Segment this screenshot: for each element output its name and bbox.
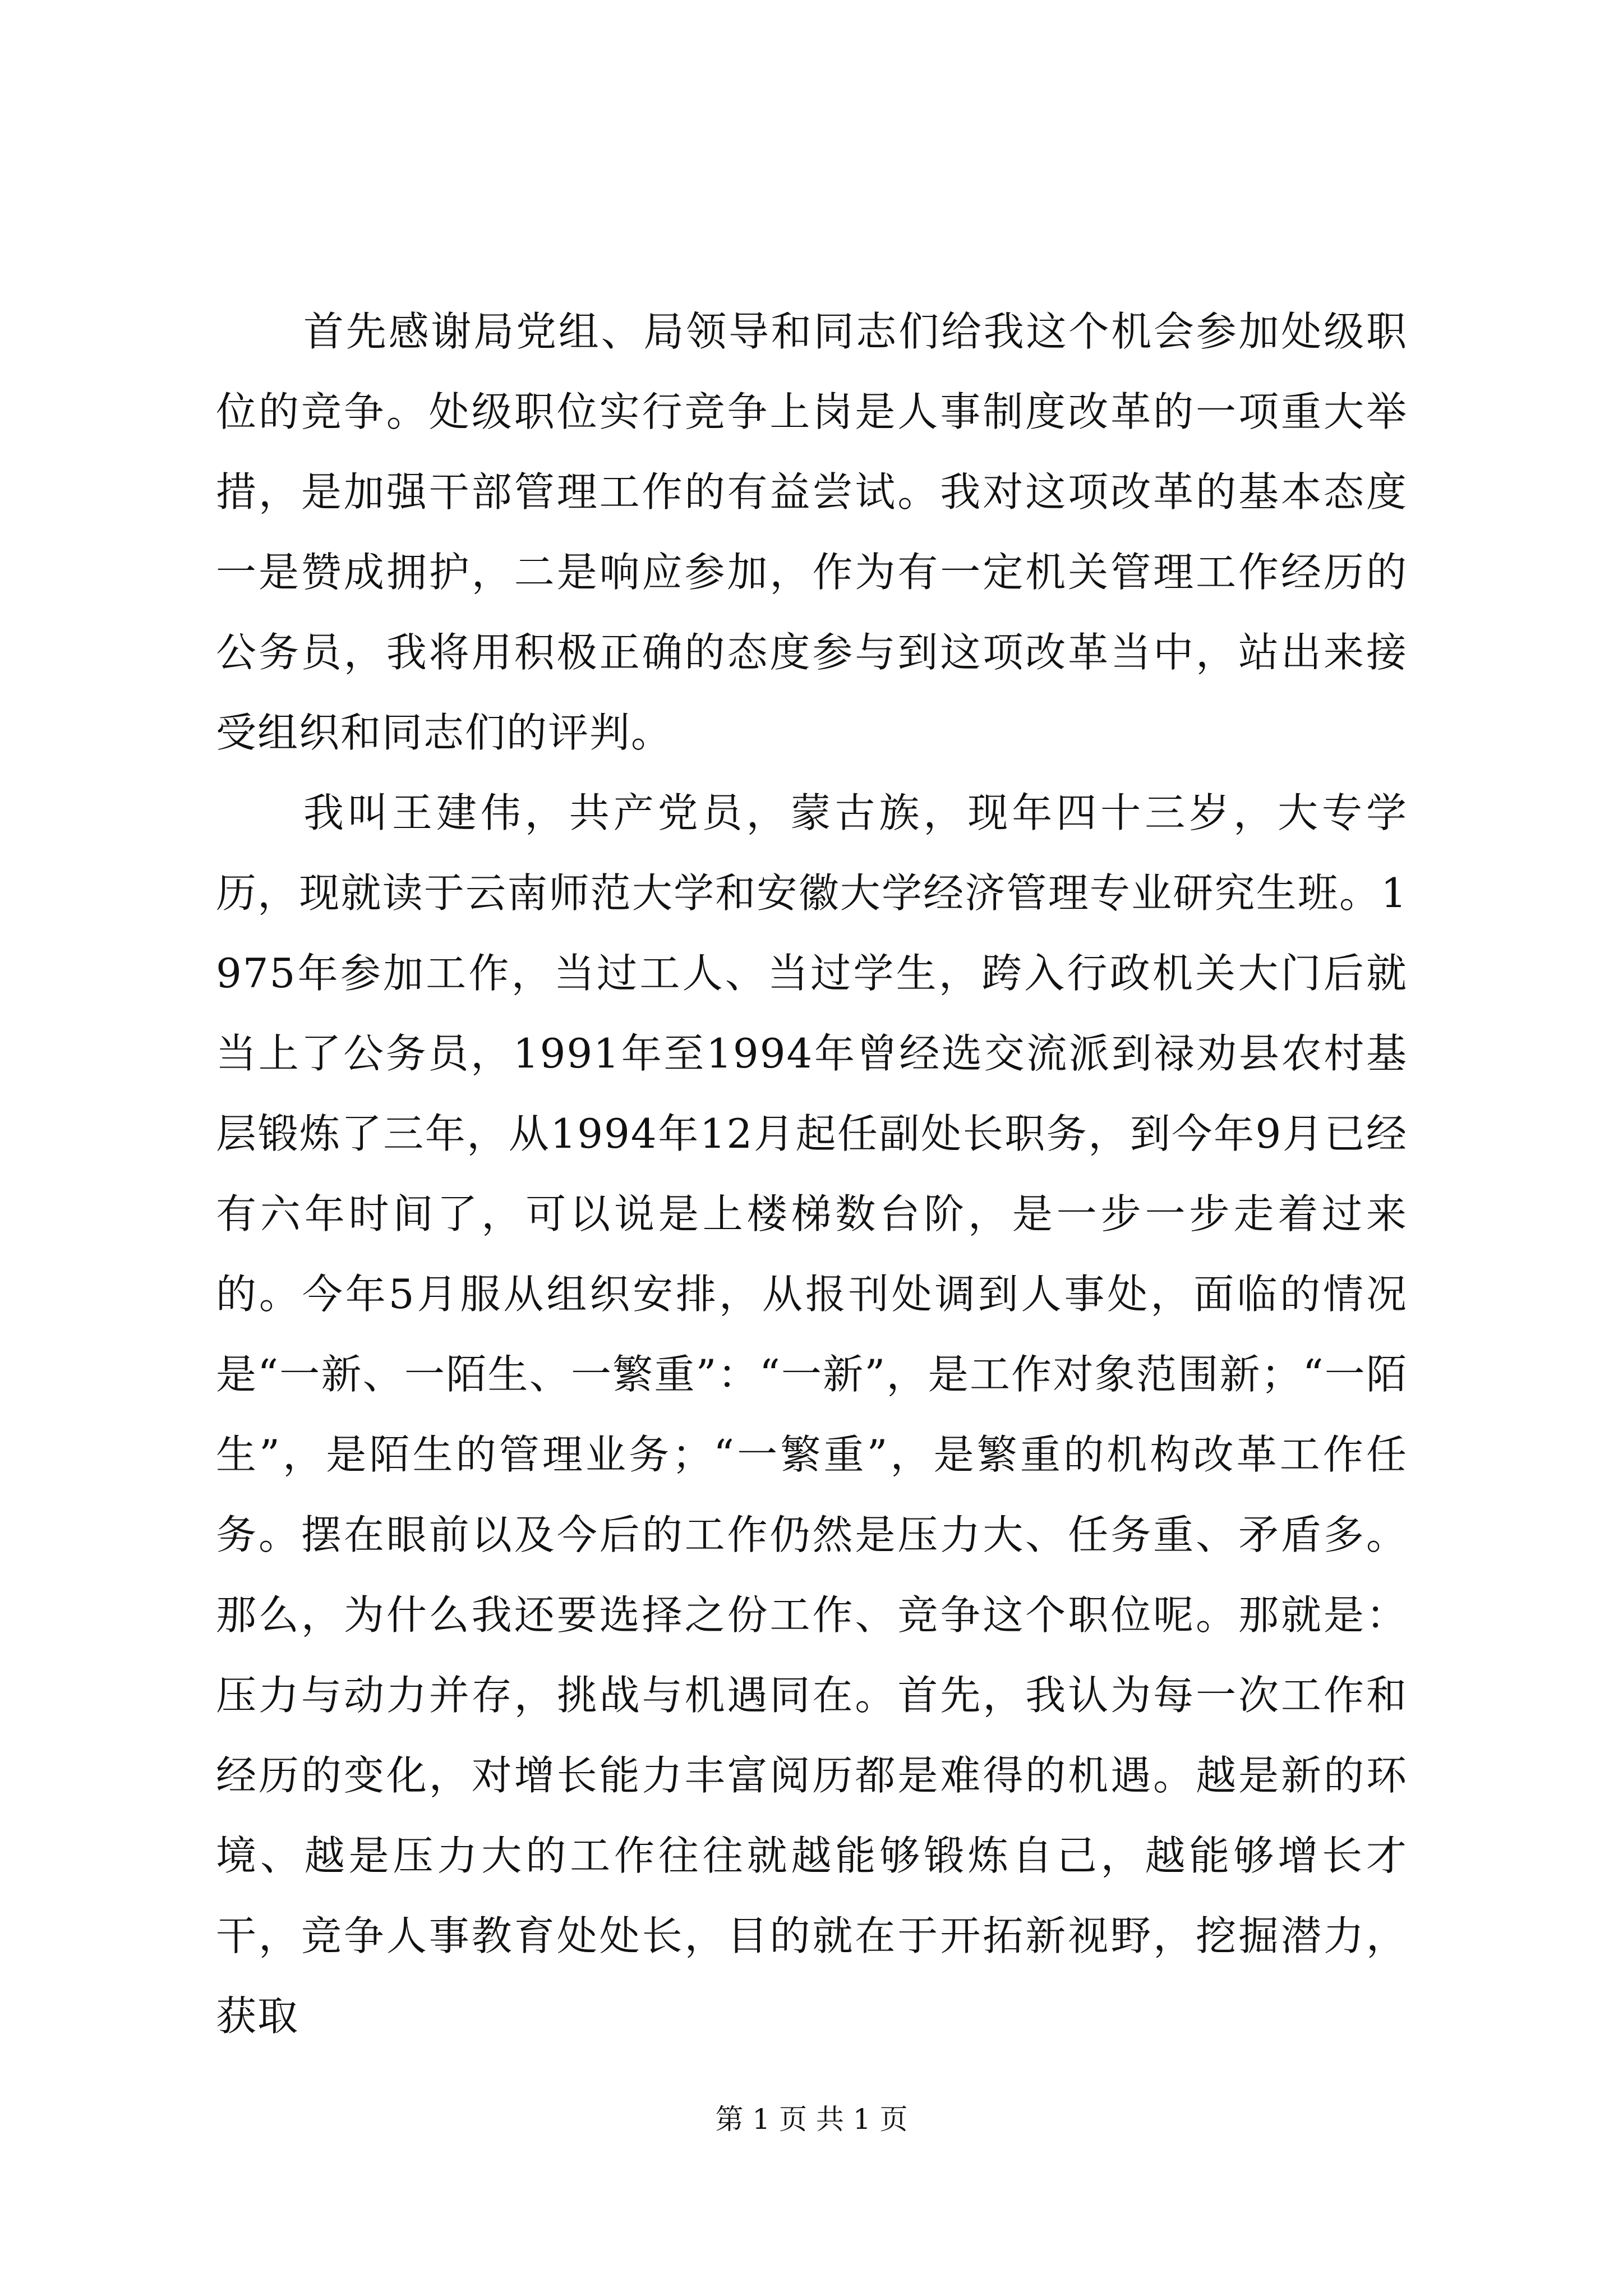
page-footer: 第 1 页 共 1 页	[715, 2103, 908, 2136]
paragraph-2: 我叫王建伟，共产党员，蒙古族，现年四十三岁，大专学历，现就读于云南师范大学和安徽大学经济管理专业研究生班。1975年参加工作，当过工人、当过学生，跨入行政机关大门后就当上了公务员，1991年至1994年曾经选交流派到禄劝县农村基层锻炼了三年，从1994年12月起任副处长职务，到今年9月已经有六年时间了，可以说是上楼梯数台阶，是一步一步走着过来的。今年5月服从组织安排，从报刊处调到人事处，面临的情况是“一新、一陌生、一繁重”：“一新”，是工作对象范围新；“一陌生”，是陌生的管理业务；“一繁重”，是繁重的机构改革工作任务。摆在眼前以及今后的工作仍然是压力大、任务重、矛盾多。那么，为什么我还要选择之份工作、竞争这个职位呢。那就是：压力与动力并存，挑战与机遇同在。首先，我认为每一次工作和经历的变化，对增长能力丰富阅历都是难得的机遇。越是新的环境、越是压力大的工作往往就越能够锻炼自己，越能够增长才干，竞争人事教育处处长，目的就在于开拓新视野，挖掘潜力，获取	[216, 789, 1408, 2040]
document-body	[216, 292, 1408, 2056]
paragraph-1: 首先感谢局党组、局领导和同志们给我这个机会参加处级职位的竞争。处级职位实行竞争上岗是人事制度改革的一项重大举措，是加强干部管理工作的有益尝试。我对这项改革的基本态度一是赞成拥护，二是响应参加，作为有一定机关管理工作经历的公务员，我将用积极正确的态度参与到这项改革当中，站出来接受组织和同志们的评判。	[216, 308, 1408, 756]
